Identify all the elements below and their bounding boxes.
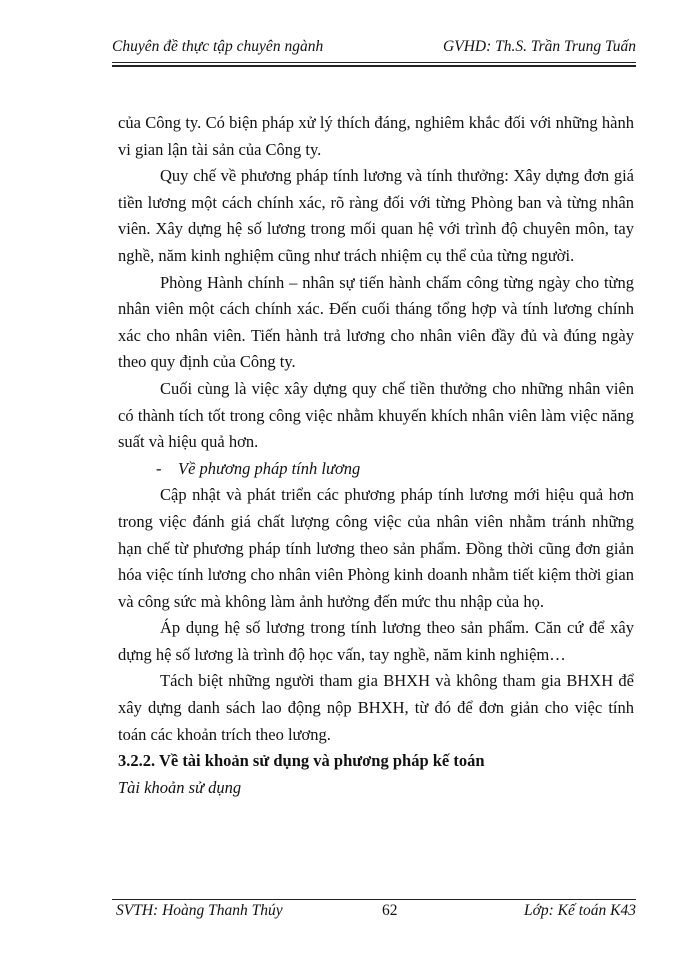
footer-rule	[112, 899, 636, 900]
bullet-item	[118, 456, 634, 483]
paragraph-3: Phòng Hành chính – nhân sự tiến hành chấm công từng ngày cho từng nhân viên một cách chính xác. Đến cuối tháng tổng hợp và tính lương chính xác cho nhân viên. Tiến hành trả lương cho nhân viên đầy đủ và đúng ngày theo quy định của Công ty.	[118, 272, 634, 372]
paragraph-5: Cập nhật và phát triển các phương pháp tính lương mới hiệu quả hơn trong việc đánh giá chất lượng công việc của nhân viên nhằm tránh những hạn chế từ phương pháp tính lương theo sản phẩm. Đồng thời cũng đơn giản hóa việc tính lương cho nhân viên Phòng kinh doanh nhằm tiết kiệm thời gian và công sức mà không làm ảnh hưởng đến mức thu nhập của họ.	[118, 485, 634, 611]
paragraph-7: Tách biệt những người tham gia BHXH và không tham gia BHXH để xây dựng danh sách lao động nộp BHXH, từ đó để đơn giản cho việc tính toán các khoản trích theo lương.	[118, 671, 634, 744]
page-header	[112, 38, 636, 62]
page-number: 62	[382, 902, 398, 919]
bullet-dash: -	[156, 458, 162, 478]
header-left-title: Chuyên đề thực tập chuyên ngành	[112, 38, 324, 55]
footer-student: SVTH: Hoàng Thanh Thúy	[116, 902, 283, 919]
paragraph-4: Cuối cùng là việc xây dựng quy chế tiền thưởng cho những nhân viên có thành tích tốt trong công việc nhằm khuyến khích nhân viên làm việc năng suất và hiệu quả hơn.	[118, 378, 634, 452]
paragraph-1: của Công ty. Có biện pháp xử lý thích đáng, nghiêm khắc đối với những hành vi gian lận tài sản của Công ty.	[118, 113, 634, 159]
header-rule-thick	[112, 65, 636, 67]
paragraph-6: Áp dụng hệ số lương trong tính lương theo sản phẩm. Căn cứ để xây dựng hệ số lương là trình độ học vấn, tay nghề, năm kinh nghiệm…	[118, 618, 634, 664]
page-footer	[116, 902, 636, 920]
body-text	[118, 110, 634, 801]
header-rule-thin	[112, 62, 636, 63]
bullet-text: Về phương pháp tính lương	[178, 458, 361, 478]
footer-class: Lớp: Kế toán K43	[523, 902, 636, 919]
paragraph-2: Quy chế về phương pháp tính lương và tính thưởng: Xây dựng đơn giá tiền lương một cách chính xác, rõ ràng đối với từng Phòng ban và từng nhân viên. Xây dựng hệ số lương trong mối quan hệ với trình độ chuyên môn, tay nghề, năm kinh nghiệm cũng như trách nhiệm cụ thể của từng người.	[118, 166, 634, 265]
subheading: Tài khoản sử dụng	[118, 777, 242, 797]
section-heading: 3.2.2. Về tài khoản sử dụng và phương pháp kế toán	[118, 751, 485, 771]
header-right-advisor: GVHD: Th.S. Trần Trung Tuấn	[443, 38, 636, 55]
